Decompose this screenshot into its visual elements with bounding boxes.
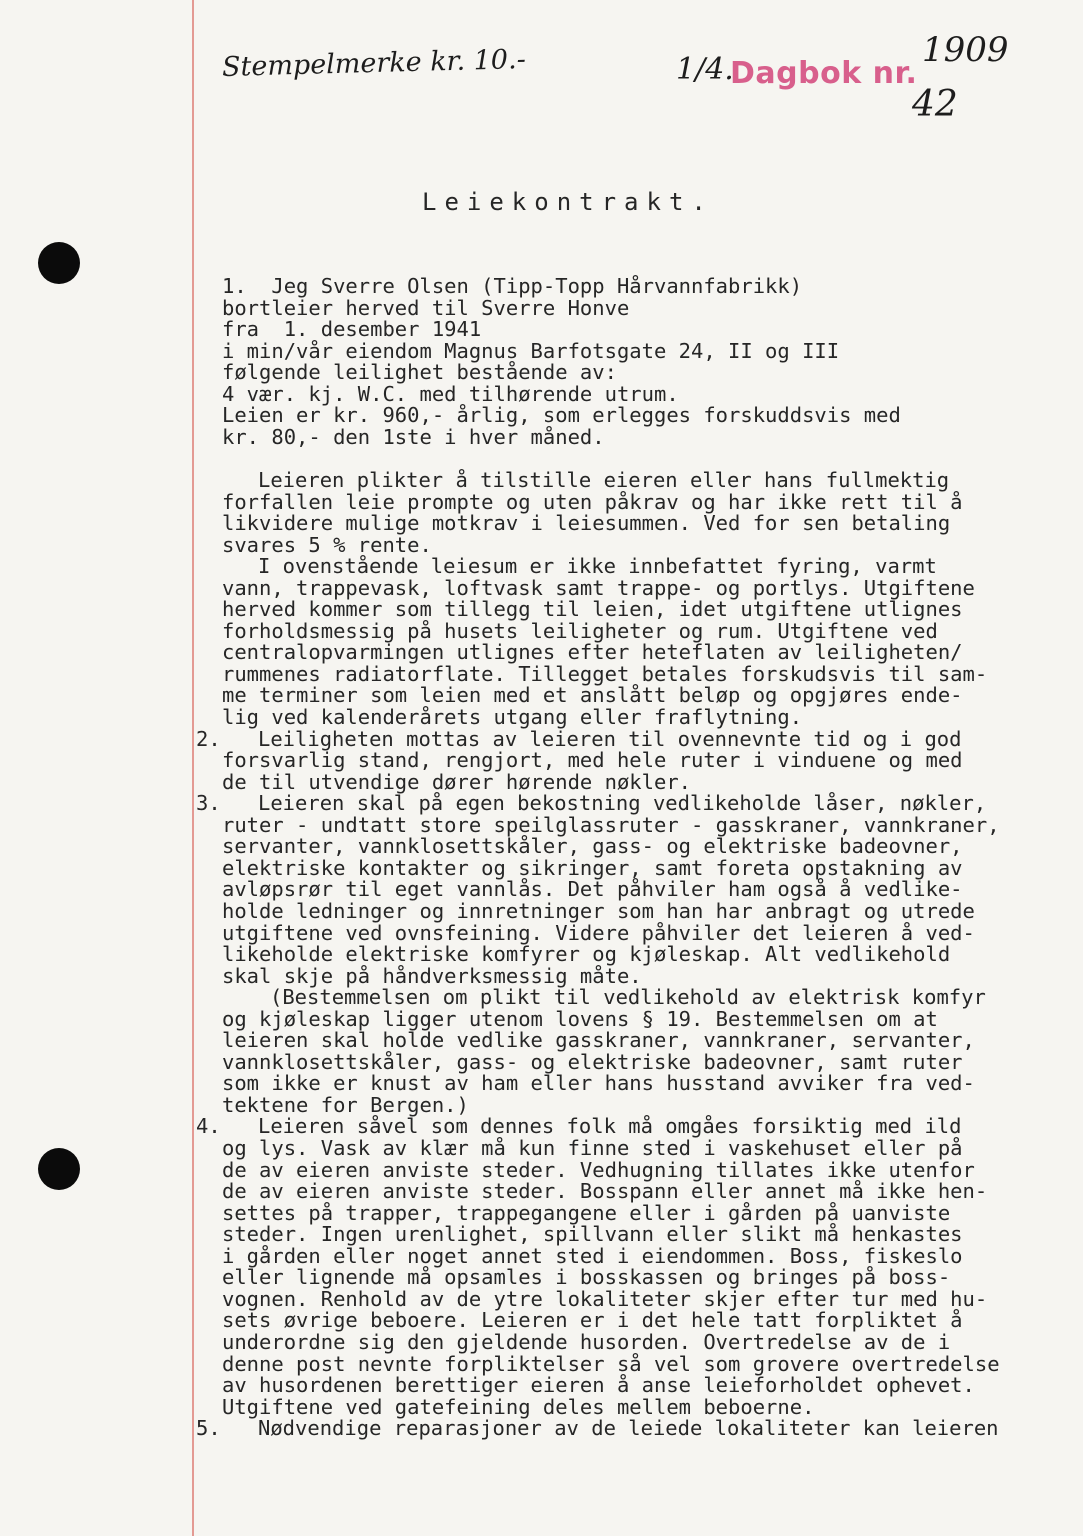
- contract-line: de av eieren anviste steder. Vedhugning tillates ikke utenfor: [222, 1158, 975, 1182]
- journal-year: 42: [912, 84, 958, 125]
- contract-line: Leieren skal på egen bekostning vedlikeholde låser, nøkler,: [258, 791, 987, 815]
- contract-line: de til utvendige dører hørende nøkler.: [222, 770, 691, 794]
- dagbok-label: Dagbok nr.: [730, 56, 918, 91]
- journal-number: 1909: [922, 30, 1009, 70]
- handwritten-date: 1/4.: [676, 52, 734, 87]
- contract-line: og lys. Vask av klær må kun finne sted i vaskehuset eller på: [222, 1136, 963, 1160]
- contract-line: steder. Ingen urenlighet, spillvann eller slikt må henkastes: [222, 1222, 963, 1246]
- contract-line: centralopvarmingen utlignes efter heteflaten av leiligheten/: [222, 640, 963, 664]
- contract-line: fra 1. desember 1941: [222, 317, 482, 341]
- contract-line: eller lignende må opsamles i bosskassen og bringes på boss-: [222, 1265, 951, 1289]
- contract-line: Leieren såvel som dennes folk må omgåes forsiktig med ild: [258, 1114, 962, 1138]
- contract-line: i gården eller noget annet sted i eiendommen. Boss, fiskeslo: [222, 1244, 963, 1268]
- section-number: 5.: [196, 1416, 221, 1440]
- contract-line: 1. Jeg Sverre Olsen (Tipp-Topp Hårvannfabrikk): [222, 274, 803, 298]
- section-number: 4.: [196, 1114, 221, 1138]
- contract-line: elektriske kontakter og sikringer, samt foreta opstakning av: [222, 856, 963, 880]
- contract-line: skal skje på håndverksmessig måte.: [222, 964, 642, 988]
- contract-line: Leieren plikter å tilstille eieren eller hans fullmektig: [258, 468, 950, 492]
- contract-line: I ovenstående leiesum er ikke innbefattet fyring, varmt: [258, 554, 937, 578]
- section-number: 2.: [196, 727, 221, 751]
- punch-hole-top: [38, 242, 80, 284]
- contract-line: forfallen leie prompte og uten påkrav og har ikke rett til å: [222, 490, 963, 514]
- contract-line: som ikke er knust av ham eller hans husstand avviker fra ved-: [222, 1071, 975, 1095]
- contract-line: Nødvendige reparasjoner av de leiede lokaliteter kan leieren: [258, 1416, 999, 1440]
- contract-line: vannklosettskåler, gass- og elektriske badeovner, samt ruter: [222, 1050, 963, 1074]
- contract-line: avløpsrør til eget vannlås. Det påhviler ham også å vedlike-: [222, 877, 963, 901]
- journal-year-wrap: [912, 84, 958, 125]
- contract-line: forholdsmessig på husets leiligheter og rum. Utgiftene ved: [222, 619, 938, 643]
- margin-rule: [192, 0, 194, 1536]
- contract-line: ruter - undtatt store speilglassruter - gasskraner, vannkraner,: [222, 813, 1000, 837]
- contract-line: herved kommer som tillegg til leien, idet utgiftene utlignes: [222, 597, 963, 621]
- contract-line: kr. 80,- den 1ste i hver måned.: [222, 425, 605, 449]
- contract-line: Utgiftene ved gatefeining deles mellem beboerne.: [222, 1395, 815, 1419]
- contract-line: holde ledninger og innretninger som han har anbragt og utrede: [222, 899, 975, 923]
- contract-line: forsvarlig stand, rengjort, med hele ruter i vinduene og med: [222, 748, 963, 772]
- contract-line: svares 5 % rente.: [222, 533, 432, 557]
- contract-line: (Bestemmelsen om plikt til vedlikehold av elektrisk komfyr: [270, 985, 986, 1009]
- document-title: Leiekontrakt.: [422, 188, 714, 216]
- contract-line: og kjøleskap ligger utenom lovens § 19. Bestemmelsen om at: [222, 1007, 938, 1031]
- contract-line: av husordenen berettiger eieren å anse leieforholdet ophevet.: [222, 1373, 975, 1397]
- contract-line: vognen. Renhold av de ytre lokaliteter skjer efter tur med hu-: [222, 1287, 988, 1311]
- handwritten-stamp-note: Stempelmerke kr. 10.-: [221, 44, 527, 83]
- contract-line: underordne sig den gjeldende husorden. Overtredelse av de i: [222, 1330, 951, 1354]
- contract-line: 4 vær. kj. W.C. med tilhørende utrum.: [222, 382, 679, 406]
- contract-line: me terminer som leien med et anslått beløp og opgjøres ende-: [222, 683, 963, 707]
- contract-line: utgiftene ved ovnsfeining. Videre påhviler det leieren å ved-: [222, 921, 975, 945]
- contract-line: servanter, vannklosettskåler, gass- og elektriske badeovner,: [222, 834, 963, 858]
- contract-line: tektene for Bergen.): [222, 1093, 469, 1117]
- contract-line: rummenes radiatorflate. Tillegget betales forskudsvis til sam-: [222, 662, 988, 686]
- contract-line: likvidere mulige motkrav i leiesummen. Ved for sen betaling: [222, 511, 951, 535]
- contract-line: de av eieren anviste steder. Bosspann eller annet må ikke hen-: [222, 1179, 988, 1203]
- contract-line: bortleier herved til Sverre Honve: [222, 296, 630, 320]
- contract-line: lig ved kalenderårets utgang eller fraflytning.: [222, 705, 803, 729]
- section-number: 3.: [196, 791, 221, 815]
- contract-line: denne post nevnte forpliktelser så vel som grovere overtredelse: [222, 1352, 1000, 1376]
- contract-line: Leiligheten mottas av leieren til ovennevnte tid og i god: [258, 727, 962, 751]
- contract-line: Leien er kr. 960,- årlig, som erlegges forskuddsvis med: [222, 403, 901, 427]
- contract-line: leieren skal holde vedlike gasskraner, vannkraner, servanter,: [222, 1028, 975, 1052]
- contract-line: følgende leilighet bestående av:: [222, 360, 617, 384]
- contract-line: settes på trapper, trappegangene eller i gården på uanviste: [222, 1201, 951, 1225]
- contract-line: i min/vår eiendom Magnus Barfotsgate 24, II og III: [222, 339, 840, 363]
- contract-line: vann, trappevask, loftvask samt trappe- og portlys. Utgiftene: [222, 576, 975, 600]
- punch-hole-bottom: [38, 1148, 80, 1190]
- contract-line: sets øvrige beboere. Leieren er i det hele tatt forpliktet å: [222, 1308, 963, 1332]
- contract-line: likeholde elektriske komfyrer og kjøleskap. Alt vedlikehold: [222, 942, 951, 966]
